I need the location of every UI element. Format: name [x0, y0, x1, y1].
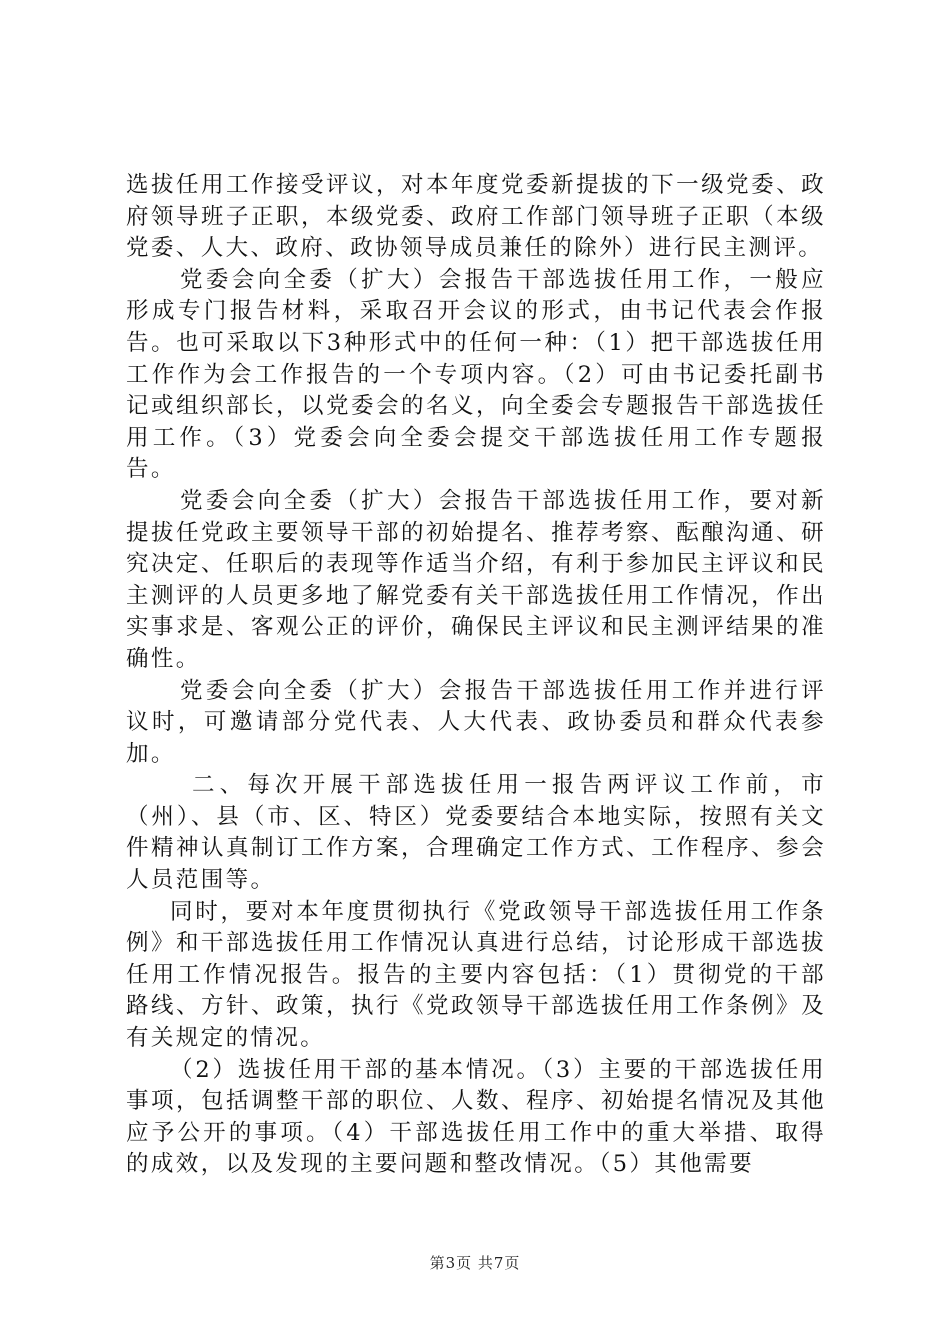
paragraph-2: 党委会向全委（扩大）会报告干部选拔任用工作，一般应形成专门报告材料，采取召开会议的形式，由书记代表会作报告。也可采取以下3种形式中的任何一种：（1）把干部选拔任用工作作为会工作报告的一个专项内容。（2）可由书记委托副书记或组织部长，以党委会的名义，向全委会专题报告干部选拔任用工作。（3）党委会向全委会提交干部选拔任用工作专题报告。	[126, 266, 826, 483]
document-body	[126, 170, 826, 1181]
paragraph-6: 同时，要对本年度贯彻执行《党政领导干部选拔任用工作条例》和干部选拔任用工作情况认真进行总结，讨论形成干部选拔任用工作情况报告。报告的主要内容包括：（1）贯彻党的干部路线、方针、政策，执行《党政领导干部选拔任用工作条例》及有关规定的情况。	[126, 898, 826, 1052]
page-footer: 第3页 共7页	[429, 1254, 521, 1272]
paragraph-5: 二、每次开展干部选拔任用一报告两评议工作前，市（州）、县（市、区、特区）党委要结合本地实际，按照有关文件精神认真制订工作方案，合理确定工作方式、工作程序、参会人员范围等。	[126, 772, 826, 894]
paragraph-3: 党委会向全委（扩大）会报告干部选拔任用工作，要对新提拔任党政主要领导干部的初始提名、推荐考察、酝酿沟通、研究决定、任职后的表现等作适当介绍，有利于参加民主评议和民主测评的人员更多地了解党委有关干部选拔任用工作情况，作出实事求是、客观公正的评价，确保民主评议和民主测评结果的准确性。	[126, 487, 826, 672]
paragraph-1: 选拔任用工作接受评议，对本年度党委新提拔的下一级党委、政府领导班子正职，本级党委、政府工作部门领导班子正职（本级党委、人大、政府、政协领导成员兼任的除外）进行民主测评。	[126, 172, 826, 262]
paragraph-4: 党委会向全委（扩大）会报告干部选拔任用工作并进行评议时，可邀请部分党代表、人大代表、政协委员和群众代表参加。	[126, 677, 826, 767]
paragraph-7: （2）选拔任用干部的基本情况。（3）主要的干部选拔任用事项，包括调整干部的职位、人数、程序、初始提名情况及其他应予公开的事项。（4）干部选拔任用工作中的重大举措、取得的成效，以及发现的主要问题和整改情况。（5）其他需要	[126, 1056, 826, 1178]
